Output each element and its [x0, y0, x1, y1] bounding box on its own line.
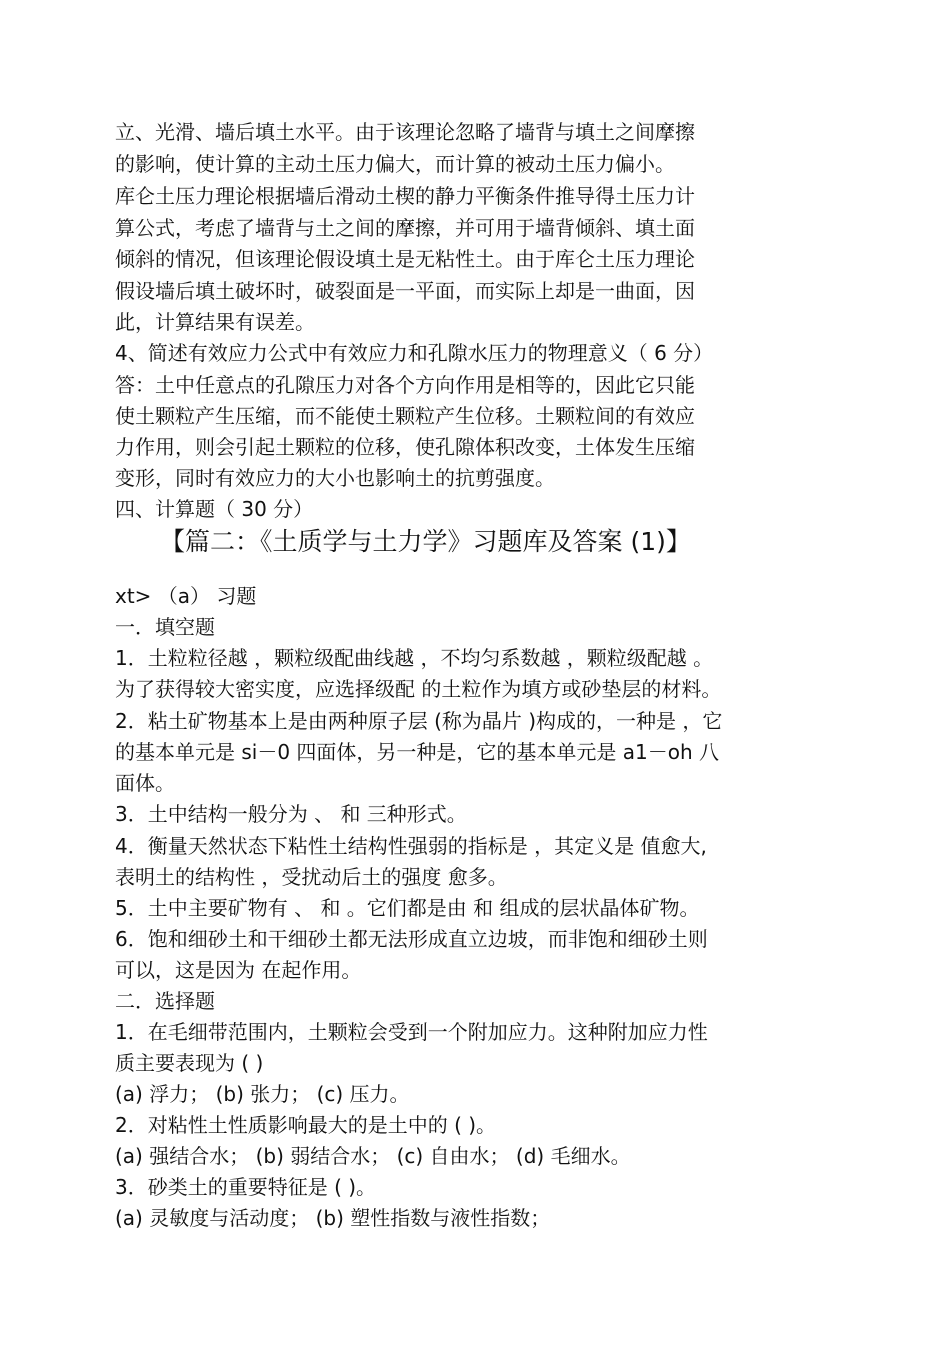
- text-line: 的影响，使计算的主动土压力偏大，而计算的被动土压力偏小。: [115, 152, 675, 176]
- text-line: 质主要表现为 ( ): [115, 1051, 264, 1075]
- text-line: 倾斜的情况，但该理论假设填土是无粘性土。由于库仑土压力理论: [115, 247, 695, 271]
- text-line: xt> （a） 习题: [115, 584, 257, 608]
- text-line: 假设墙后填土破坏时，破裂面是一平面，而实际上却是一曲面，因: [115, 279, 695, 303]
- question-line: 4、简述有效应力公式中有效应力和孔隙水压力的物理意义（ 6 分）: [115, 341, 714, 365]
- answer-line: 答：土中任意点的孔隙压力对各个方向作用是相等的，因此它只能: [115, 373, 695, 397]
- text-line: 库仑土压力理论根据墙后滑动土楔的静力平衡条件推导得土压力计: [115, 184, 695, 208]
- section-title: 四、计算题（ 30 分）: [115, 497, 314, 521]
- question-line: 4．衡量天然状态下粘性土结构性强弱的指标是 ，其定义是 值愈大,: [115, 834, 707, 858]
- text-line: 可以，这是因为 在起作用。: [115, 958, 362, 982]
- text-line: 为了获得较大密实度，应选择级配 的土粒作为填方或砂垫层的材料。: [115, 677, 722, 701]
- question-line: 3．土中结构一般分为 、 和 三种形式。: [115, 802, 467, 826]
- options-line: (a) 灵敏度与活动度； (b) 塑性指数与液性指数；: [115, 1206, 551, 1230]
- question-line: 6．饱和细砂土和干细砂土都无法形成直立边坡，而非饱和细砂土则: [115, 927, 708, 951]
- section-title: 一．填空题: [115, 615, 215, 639]
- text-line: 此，计算结果有误差。: [115, 310, 315, 334]
- text-line: 的基本单元是 si－0 四面体，另一种是，它的基本单元是 a1－oh 八: [115, 740, 720, 764]
- options-line: (a) 强结合水； (b) 弱结合水； (c) 自由水； (d) 毛细水。: [115, 1144, 631, 1168]
- text-line: 算公式，考虑了墙背与土之间的摩擦，并可用于墙背倾斜、填土面: [115, 216, 695, 240]
- text-line: 使土颗粒产生压缩，而不能使土颗粒产生位移。土颗粒间的有效应: [115, 404, 695, 428]
- text-line: 变形，同时有效应力的大小也影响土的抗剪强度。: [115, 466, 555, 490]
- options-line: (a) 浮力； (b) 张力； (c) 压力。: [115, 1082, 410, 1106]
- text-line: 力作用，则会引起土颗粒的位移，使孔隙体积改变，土体发生压缩: [115, 435, 695, 459]
- text-line: 表明土的结构性 ，受扰动后土的强度 愈多。: [115, 865, 508, 889]
- text-line: 立、光滑、墙后填土水平。由于该理论忽略了墙背与填土之间摩擦: [115, 120, 695, 144]
- question-line: 3．砂类土的重要特征是 ( )。: [115, 1175, 377, 1199]
- text-line: 面体。: [115, 771, 175, 795]
- chapter-heading: 【篇二：《土质学与土力学》习题库及答案 (1)】: [160, 527, 691, 556]
- section-title: 二．选择题: [115, 989, 215, 1013]
- question-line: 1．土粒粒径越 ，颗粒级配曲线越 ，不均匀系数越 ，颗粒级配越 。: [115, 646, 714, 670]
- question-line: 1．在毛细带范围内，土颗粒会受到一个附加应力。这种附加应力性: [115, 1020, 708, 1044]
- question-line: 2．粘土矿物基本上是由两种原子层 (称为晶片 )构成的，一种是 ，它: [115, 709, 723, 733]
- question-line: 2．对粘性土性质影响最大的是土中的 ( )。: [115, 1113, 497, 1137]
- question-line: 5．土中主要矿物有 、 和 。它们都是由 和 组成的层状晶体矿物。: [115, 896, 700, 920]
